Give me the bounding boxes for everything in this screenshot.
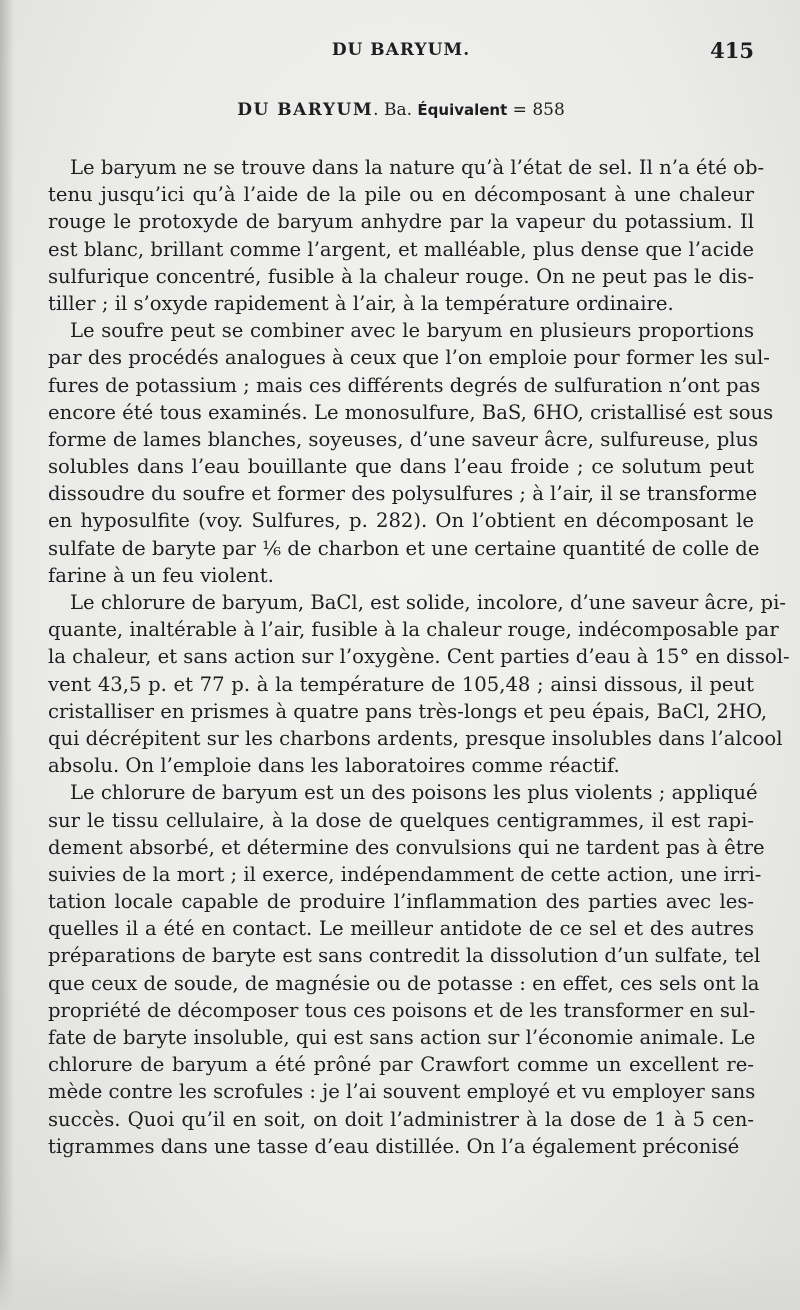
text-line: sulfurique concentré, fusible à la chaleur rouge. On ne peut pas le dis-: [48, 264, 754, 288]
text-line: Le soufre peut se combiner avec le baryum en plusieurs proportions: [70, 319, 754, 343]
text-line: en hyposulfite (voy. Sulfures, p. 282). On l’obtient en décomposant le: [48, 509, 754, 533]
body-text: [48, 154, 790, 1160]
text-line: la chaleur, et sans action sur l’oxygène. Cent parties d’eau à 15° en dissol-: [48, 645, 790, 669]
text-line: par des procédés analogues à ceux que l’on emploie pour former les sul-: [48, 346, 770, 370]
running-title: DU BARYUM.: [331, 40, 471, 60]
text-line: quelles il a été en contact. Le meilleur antidote de ce sel et des autres: [48, 917, 754, 941]
page-number: 415: [710, 38, 754, 63]
text-line: que ceux de soude, de magnésie ou de potasse : en effet, ces sels ont la: [48, 971, 760, 995]
text-line: Le chlorure de baryum est un des poisons les plus violents ; appliqué: [70, 781, 758, 805]
section-heading-symbol: . Ba.: [373, 100, 418, 120]
page-bottom-shading: [0, 1250, 800, 1310]
text-line: tation locale capable de produire l’inflammation des parties avec les-: [48, 890, 754, 914]
text-line: est blanc, brillant comme l’argent, et malléable, plus dense que l’acide: [48, 237, 754, 261]
text-line: chlorure de baryum a été prôné par Crawfort comme un excellent re-: [48, 1053, 754, 1077]
text-line: tenu jusqu’ici qu’à l’aide de la pile ou en décomposant à une chaleur: [48, 183, 754, 207]
page-header: [48, 38, 754, 68]
paragraph: [48, 317, 774, 589]
paragraph: [48, 154, 765, 317]
text-line: tiller ; il s’oxyde rapidement à l’air, à la température ordinaire.: [48, 291, 674, 315]
text-line: mède contre les scrofules : je l’ai souvent employé et vu employer sans: [48, 1080, 756, 1104]
text-line: tigrammes dans une tasse d’eau distillée. On l’a également préconisé: [48, 1134, 740, 1158]
text-line: fures de potassium ; mais ces différents degrés de sulfuration n’ont pas: [48, 373, 761, 397]
text-line: sulfate de baryte par ⅙ de charbon et une certaine quantité de colle de: [48, 536, 760, 560]
text-line: forme de lames blanches, soyeuses, d’une saveur âcre, sulfureuse, plus: [48, 427, 759, 451]
text-line: farine à un feu violent.: [48, 563, 274, 587]
section-heading-name: DU BARYUM: [237, 100, 374, 120]
text-line: quante, inaltérable à l’air, fusible à la chaleur rouge, indécomposable par: [48, 618, 779, 642]
text-line: dissoudre du soufre et former des polysulfures ; à l’air, il se transforme: [48, 482, 758, 506]
text-line: sur le tissu cellulaire, à la dose de quelques centigrammes, il est rapi-: [48, 808, 754, 832]
text-line: encore été tous examinés. Le monosulfure, BaS, 6HO, cristallisé est sous: [48, 400, 774, 424]
text-line: propriété de décomposer tous ces poisons et de les transformer en sul-: [48, 998, 756, 1022]
text-line: suivies de la mort ; il exerce, indépendamment de cette action, une irri-: [48, 862, 762, 886]
text-line: vent 43,5 p. et 77 p. à la température de 105,48 ; ainsi dissous, il peut: [48, 672, 754, 696]
section-heading-equivalent-value: = 858: [507, 100, 565, 120]
paragraph: [48, 589, 790, 779]
text-line: solubles dans l’eau bouillante que dans l’eau froide ; ce solutum peut: [48, 455, 754, 479]
text-line: fate de baryte insoluble, qui est sans action sur l’économie animale. Le: [48, 1026, 756, 1049]
text-line: Le chlorure de baryum, BaCl, est solide, incolore, d’une saveur âcre, pi-: [70, 591, 786, 614]
text-line: succès. Quoi qu’il en soit, on doit l’administrer à la dose de 1 à 5 cen-: [48, 1107, 754, 1131]
text-line: préparations de baryte est sans contredit la dissolution d’un sulfate, tel: [48, 944, 761, 968]
section-heading-equivalent-label: Équivalent: [417, 101, 508, 119]
text-line: qui décrépitent sur les charbons ardents, presque insolubles dans l’alcool: [48, 726, 783, 750]
section-heading: [48, 100, 754, 120]
text-line: Le baryum ne se trouve dans la nature qu’à l’état de sel. Il n’a été ob-: [70, 156, 765, 179]
page-gutter-shadow: [0, 0, 14, 1310]
text-line: absolu. On l’emploie dans les laboratoires comme réactif.: [48, 754, 620, 778]
paragraph: [48, 779, 765, 1160]
text-line: rouge le protoxyde de baryum anhydre par la vapeur du potassium. Il: [48, 210, 754, 234]
text-line: cristalliser en prismes à quatre pans très-longs et peu épais, BaCl, 2HO,: [48, 699, 768, 723]
text-line: dement absorbé, et détermine des convulsions qui ne tardent pas à être: [48, 835, 765, 859]
